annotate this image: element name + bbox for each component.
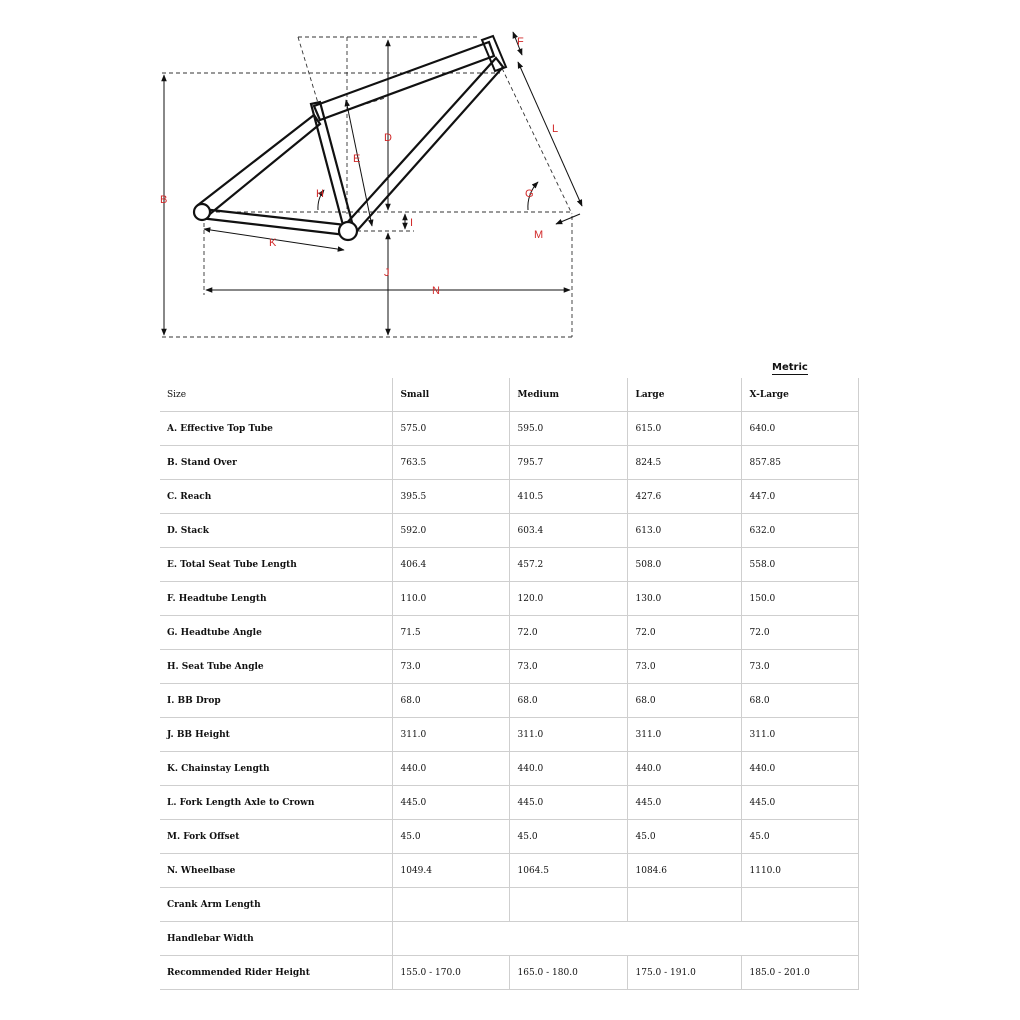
table-row	[160, 752, 858, 786]
rear-dropout	[194, 204, 210, 220]
cell-value: 1110.0	[741, 854, 858, 888]
cell-value: 45.0	[741, 820, 858, 854]
cell-value: 311.0	[509, 718, 627, 752]
cell-value: 311.0	[627, 718, 741, 752]
header-size-col: X-Large	[741, 378, 858, 412]
cell-value: 410.5	[509, 480, 627, 514]
cell-value: 130.0	[627, 582, 741, 616]
cell-value	[509, 888, 627, 922]
cell-value: 603.4	[509, 514, 627, 548]
table-row	[160, 684, 858, 718]
cell-value: 427.6	[627, 480, 741, 514]
table-row	[160, 956, 858, 990]
row-label: H. Seat Tube Angle	[160, 650, 392, 684]
header-size-col: Large	[627, 378, 741, 412]
header-size: Size	[160, 378, 392, 412]
cell-value: 575.0	[392, 412, 509, 446]
cell-value: 68.0	[392, 684, 509, 718]
cell-value: 440.0	[627, 752, 741, 786]
cell-value: 445.0	[509, 786, 627, 820]
table-row	[160, 616, 858, 650]
cell-value: 185.0 - 201.0	[741, 956, 858, 990]
header-size-col: Small	[392, 378, 509, 412]
row-label: L. Fork Length Axle to Crown	[160, 786, 392, 820]
cell-value: 508.0	[627, 548, 741, 582]
label-h: H	[316, 188, 324, 200]
row-label: M. Fork Offset	[160, 820, 392, 854]
cell-value: 640.0	[741, 412, 858, 446]
row-label: F. Headtube Length	[160, 582, 392, 616]
cell-value: 311.0	[392, 718, 509, 752]
cell-value: 73.0	[392, 650, 509, 684]
label-f: F	[517, 36, 524, 48]
cell-value: 592.0	[392, 514, 509, 548]
cell-value: 165.0 - 180.0	[509, 956, 627, 990]
dim-l	[518, 62, 582, 206]
label-i: I	[410, 217, 414, 229]
cell-value: 45.0	[627, 820, 741, 854]
table-row	[160, 514, 858, 548]
cell-value: 440.0	[392, 752, 509, 786]
label-e: E	[353, 153, 361, 165]
cell-value: 110.0	[392, 582, 509, 616]
cell-value: 447.0	[741, 480, 858, 514]
cell-value: 632.0	[741, 514, 858, 548]
cell-value: 72.0	[627, 616, 741, 650]
row-label: Crank Arm Length	[160, 888, 392, 922]
table-row	[160, 480, 858, 514]
cell-value: 445.0	[741, 786, 858, 820]
dim-m	[556, 214, 580, 224]
dimension-labels	[160, 36, 558, 297]
table-row	[160, 582, 858, 616]
table-header-row	[160, 378, 858, 412]
row-label: C. Reach	[160, 480, 392, 514]
row-label: K. Chainstay Length	[160, 752, 392, 786]
row-label: G. Headtube Angle	[160, 616, 392, 650]
bike-frame	[194, 36, 506, 240]
unit-label: Metric	[772, 362, 808, 373]
row-label: I. BB Drop	[160, 684, 392, 718]
cell-value: 395.5	[392, 480, 509, 514]
cell-value: 68.0	[509, 684, 627, 718]
cell-value: 445.0	[627, 786, 741, 820]
cell-value: 1049.4	[392, 854, 509, 888]
cell-value: 155.0 - 170.0	[392, 956, 509, 990]
label-j: J	[384, 267, 390, 279]
table-row	[160, 854, 858, 888]
cell-value: 120.0	[509, 582, 627, 616]
row-label: N. Wheelbase	[160, 854, 392, 888]
table-row	[160, 446, 858, 480]
label-l: L	[552, 123, 559, 135]
cell-value: 406.4	[392, 548, 509, 582]
frame-geometry-diagram	[0, 0, 1020, 350]
cell-value: 824.5	[627, 446, 741, 480]
cell-value: 73.0	[509, 650, 627, 684]
label-g: G	[525, 188, 534, 200]
label-m: M	[534, 229, 544, 241]
cell-value: 72.0	[509, 616, 627, 650]
cell-value: 45.0	[392, 820, 509, 854]
cell-value: 457.2	[509, 548, 627, 582]
cell-value: 857.85	[741, 446, 858, 480]
geometry-table	[160, 378, 859, 990]
row-label: D. Stack	[160, 514, 392, 548]
cell-value: 763.5	[392, 446, 509, 480]
cell-value: 73.0	[627, 650, 741, 684]
table-row	[160, 922, 858, 956]
down-tube	[345, 58, 503, 233]
row-label: Handlebar Width	[160, 922, 392, 956]
cell-value: 1084.6	[627, 854, 741, 888]
row-label: Recommended Rider Height	[160, 956, 392, 990]
label-b: B	[160, 194, 168, 206]
cell-value: 150.0	[741, 582, 858, 616]
row-label: A. Effective Top Tube	[160, 412, 392, 446]
table-row	[160, 718, 858, 752]
chain-stay	[200, 209, 346, 235]
table-row	[160, 650, 858, 684]
seat-stay	[198, 115, 320, 218]
cell-value: 595.0	[509, 412, 627, 446]
table-row	[160, 412, 858, 446]
cell-value: 615.0	[627, 412, 741, 446]
table-row	[160, 888, 858, 922]
row-label: E. Total Seat Tube Length	[160, 548, 392, 582]
table-row	[160, 548, 858, 582]
cell-value	[741, 888, 858, 922]
cell-value: 440.0	[509, 752, 627, 786]
cell-value	[392, 922, 858, 956]
table-row	[160, 786, 858, 820]
label-n: N	[432, 285, 440, 297]
cell-value: 1064.5	[509, 854, 627, 888]
cell-value: 795.7	[509, 446, 627, 480]
cell-value: 558.0	[741, 548, 858, 582]
cell-value: 175.0 - 191.0	[627, 956, 741, 990]
cell-value: 440.0	[741, 752, 858, 786]
cell-value: 311.0	[741, 718, 858, 752]
label-k: K	[269, 237, 277, 249]
cell-value: 73.0	[741, 650, 858, 684]
header-size-col: Medium	[509, 378, 627, 412]
cell-value: 45.0	[509, 820, 627, 854]
cell-value: 72.0	[741, 616, 858, 650]
table-row	[160, 820, 858, 854]
cell-value	[627, 888, 741, 922]
label-d: D	[384, 132, 392, 144]
cell-value: 613.0	[627, 514, 741, 548]
cell-value: 71.5	[392, 616, 509, 650]
row-label: J. BB Height	[160, 718, 392, 752]
row-label: B. Stand Over	[160, 446, 392, 480]
cell-value	[392, 888, 509, 922]
bottom-bracket	[339, 222, 357, 240]
cell-value: 445.0	[392, 786, 509, 820]
reference-lines	[162, 37, 572, 337]
cell-value: 68.0	[627, 684, 741, 718]
cell-value: 68.0	[741, 684, 858, 718]
